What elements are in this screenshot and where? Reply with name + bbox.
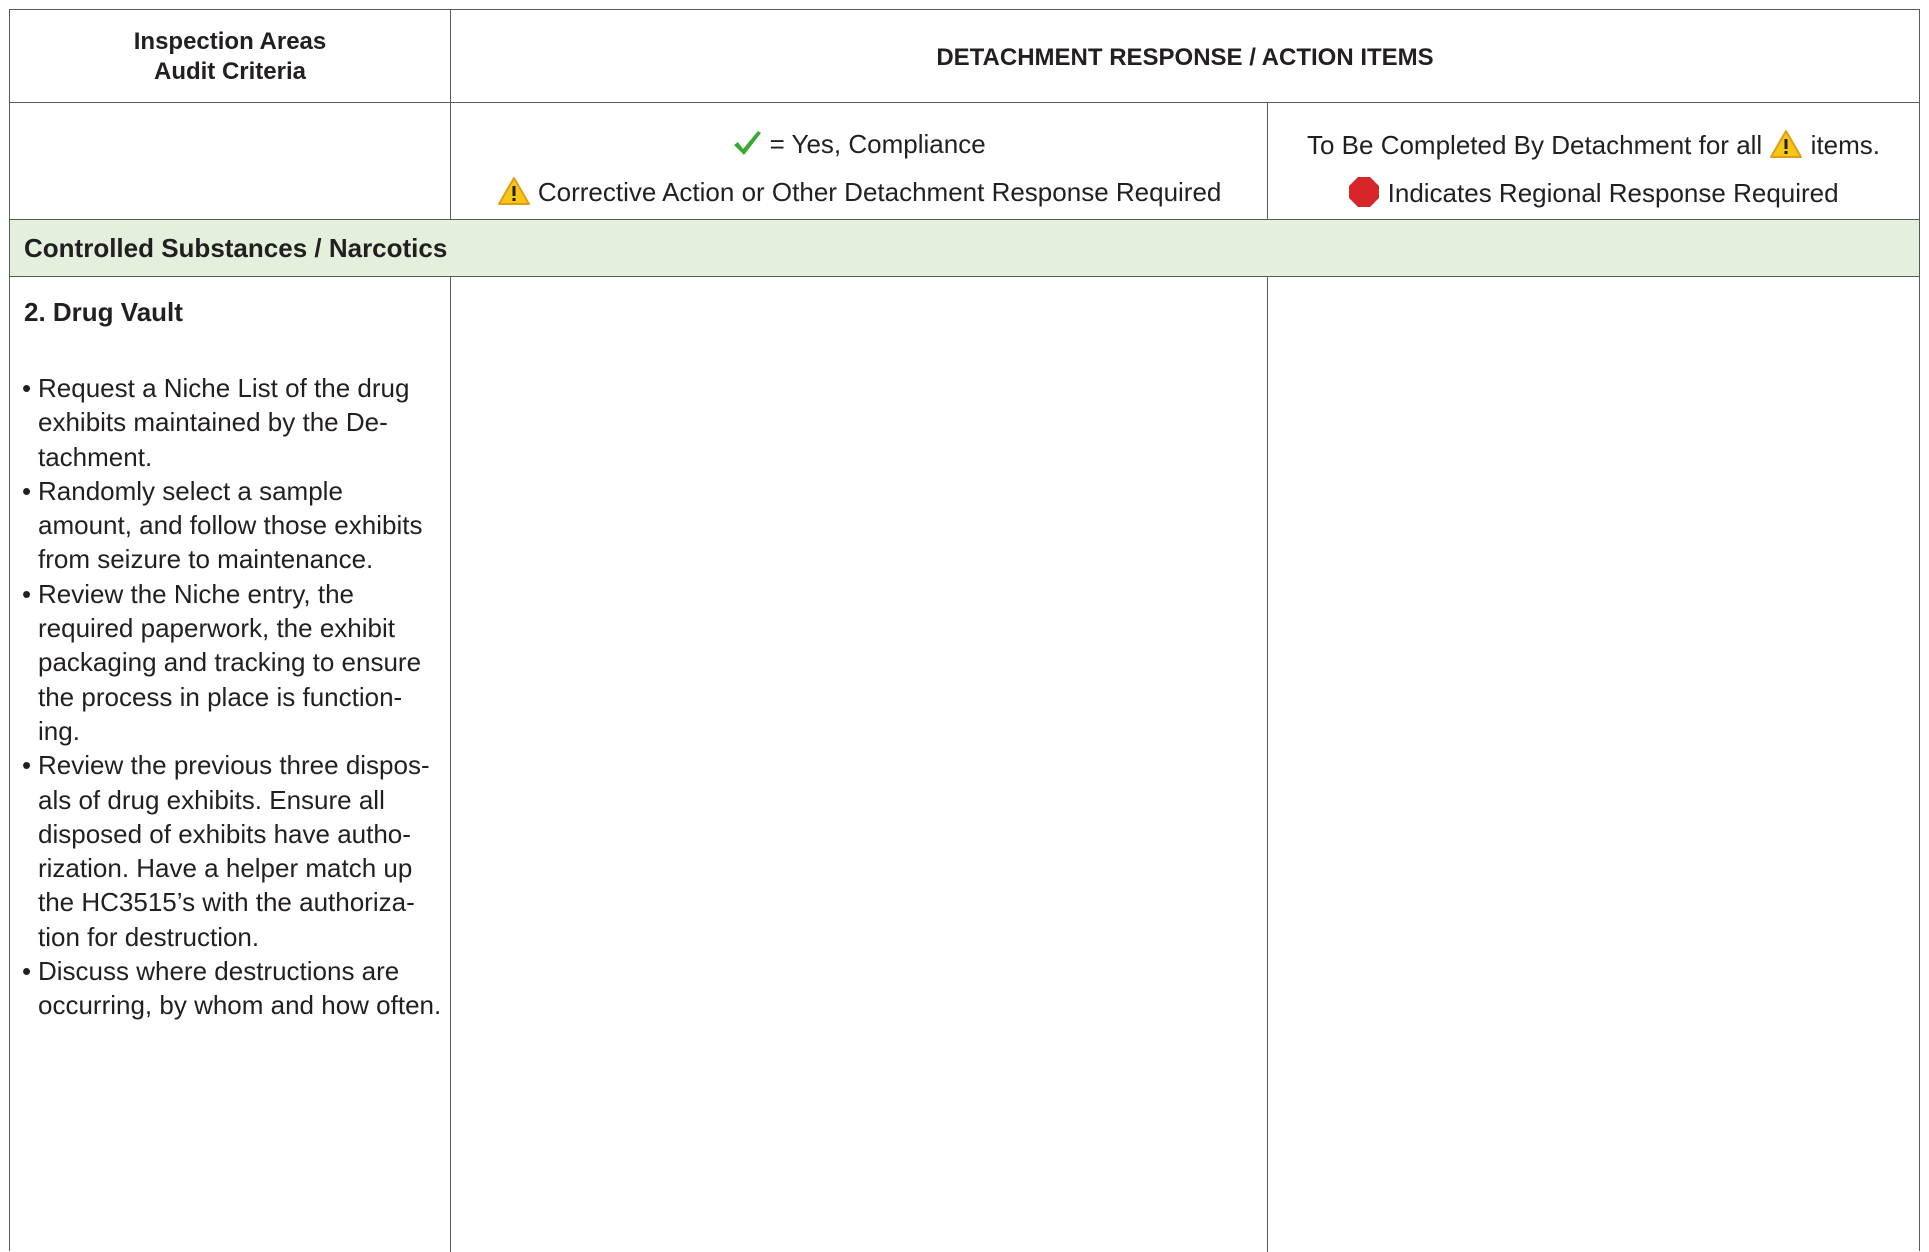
item-title: 2. Drug Vault	[24, 297, 183, 327]
legend-regional-line	[1268, 176, 1919, 214]
legend-compliance-line	[451, 129, 1267, 163]
legend-corrective-line	[451, 176, 1267, 212]
detachment-suffix-text: items.	[1810, 129, 1881, 160]
warning-icon	[1769, 129, 1803, 165]
regional-text: Indicates Regional Response Required	[1387, 177, 1839, 208]
content-row	[10, 277, 1919, 1252]
stop-sign-icon	[1348, 176, 1380, 214]
detachment-prefix-text: To Be Completed By Detachment for all	[1306, 129, 1763, 160]
legend-row	[10, 103, 1919, 220]
criteria-bullet: • Discuss where destructions are occurring, by whom and how often.	[22, 954, 442, 1023]
table-header-row	[10, 10, 1919, 103]
warning-icon	[497, 176, 531, 212]
section-title: Controlled Substances / Narcotics	[24, 233, 448, 263]
criteria-bullet: • Request a Niche List of the drug exhibits maintained by the De-tachment.	[22, 371, 442, 474]
header-response-cell	[451, 10, 1919, 102]
header-criteria-title	[10, 27, 450, 87]
legend-detachment-line	[1268, 129, 1919, 165]
criteria-cell	[10, 277, 451, 1252]
check-icon	[732, 129, 762, 163]
audit-table	[9, 9, 1920, 1251]
corrective-text: Corrective Action or Other Detachment Response Required	[537, 176, 1222, 207]
section-row	[10, 220, 1919, 277]
detachment-response-cell[interactable]	[1268, 277, 1919, 1252]
header-response-title: DETACHMENT RESPONSE / ACTION ITEMS	[936, 44, 1434, 71]
header-criteria-line2: Audit Criteria	[153, 58, 306, 85]
legend-detachment-cell	[1268, 103, 1919, 219]
legend-compliance-cell	[451, 103, 1268, 219]
criteria-bullet: • Review the previous three dispos-als of drug exhibits. Ensure all disposed of exhibits have autho-rization. Have a helper match up the HC3515’s with the authoriza-tion for destruction.	[22, 748, 442, 954]
header-criteria-cell	[10, 10, 451, 102]
compliance-response-cell[interactable]	[451, 277, 1268, 1252]
criteria-list	[22, 371, 442, 1023]
legend-empty-cell	[10, 103, 451, 219]
criteria-bullet: • Review the Niche entry, the required paperwork, the exhibit packaging and tracking to ensure the process in place is function-ing.	[22, 577, 442, 748]
header-criteria-line1: Inspection Areas	[133, 28, 327, 55]
criteria-bullet: • Randomly select a sample amount, and follow those exhibits from seizure to maintenance.	[22, 474, 442, 577]
compliance-text: = Yes, Compliance	[769, 129, 986, 159]
